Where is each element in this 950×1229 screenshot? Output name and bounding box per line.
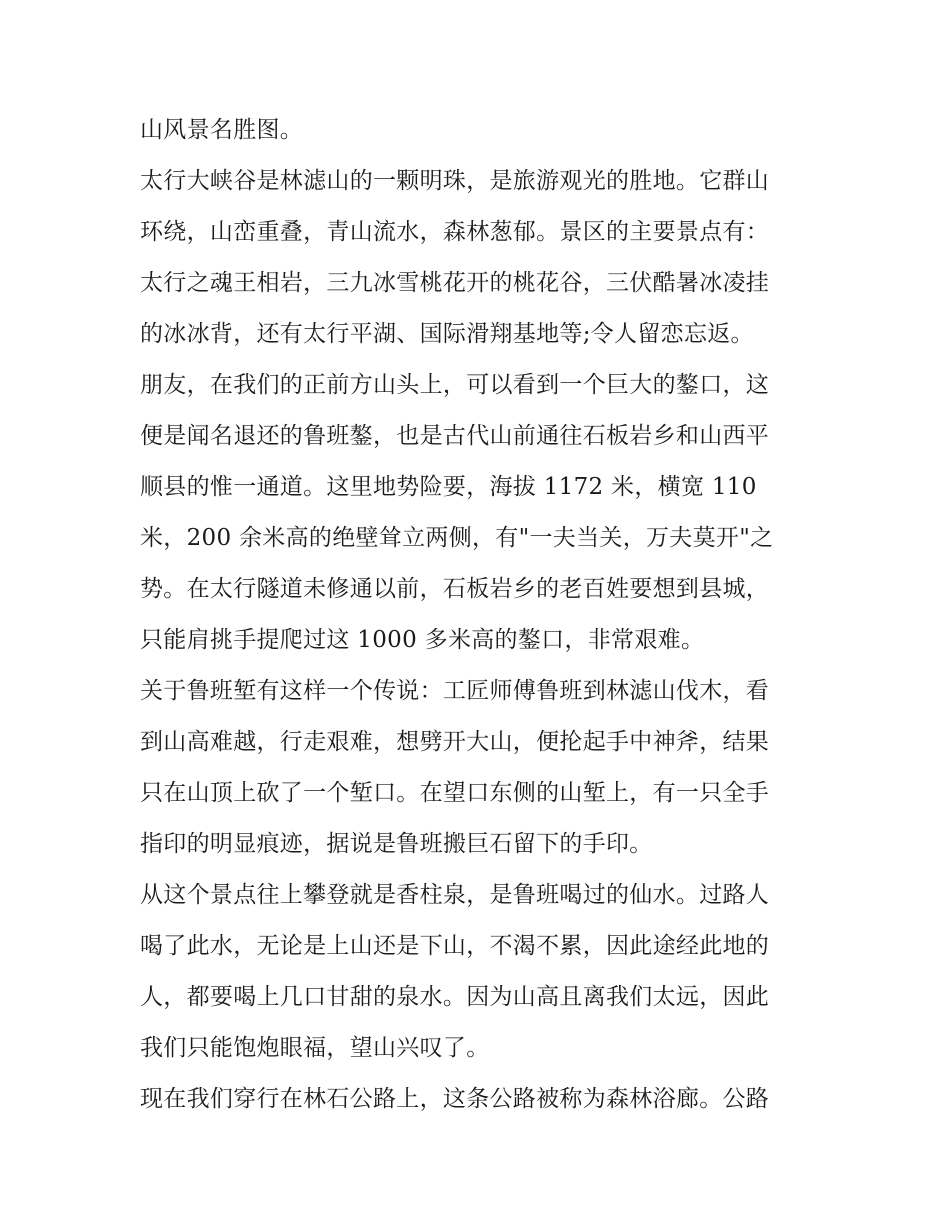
text-line: 指印的明显痕迹，据说是鲁班搬巨石留下的手印。 [140,831,653,857]
document-body [140,105,815,1125]
text-line: 现在我们穿行在林石公路上，这条公路被称为森林浴廊。公路 [140,1086,770,1112]
text-line: 环绕，山峦重叠，青山流水，森林葱郁。景区的主要景点有： [140,219,770,245]
text-line: 关于鲁班堑有这样一个传说：工匠师傅鲁班到林滤山伐木，看 [140,678,770,704]
text-line: 我们只能饱炮眼福，望山兴叹了。 [140,1035,490,1061]
text-line: 喝了此水，无论是上山还是下山，不渴不累，因此途经此地的 [140,933,770,959]
text-line: 只能肩挑手提爬过这 1000 多米高的鏊口，非常艰难。 [140,627,705,653]
text-line: 朋友，在我们的正前方山头上，可以看到一个巨大的鏊口，这 [140,372,770,398]
text-line: 只在山顶上砍了一个堑口。在望口东侧的山堑上，有一只全手 [140,780,770,806]
text-line: 势。在太行隧道未修通以前，石板岩乡的老百姓要想到县城， [140,576,770,602]
text-line: 顺县的惟一通道。这里地势险要，海拔 1172 米，横宽 110 [140,474,757,500]
text-line: 太行之魂王相岩，三九冰雪桃花开的桃花谷，三伏酷暑冰凌挂 [140,270,770,296]
text-line: 人，都要喝上几口甘甜的泉水。因为山高且离我们太远，因此 [140,984,770,1010]
text-line: 从这个景点往上攀登就是香柱泉，是鲁班喝过的仙水。过路人 [140,882,770,908]
text-line: 太行大峡谷是林滤山的一颗明珠，是旅游观光的胜地。它群山 [140,168,770,194]
text-line: 便是闻名退还的鲁班鏊，也是古代山前通往石板岩乡和山西平 [140,423,770,449]
text-line: 山风景名胜图。 [140,117,304,143]
text-line: 的冰冰背，还有太行平湖、国际滑翔基地等;令人留恋忘返。 [140,321,754,347]
text-line: 米，200 余米高的绝壁耸立两侧，有"一夫当关，万夫莫开"之 [140,525,774,551]
text-line: 到山高难越，行走艰难，想劈开大山，便抡起手中神斧，结果 [140,729,770,755]
